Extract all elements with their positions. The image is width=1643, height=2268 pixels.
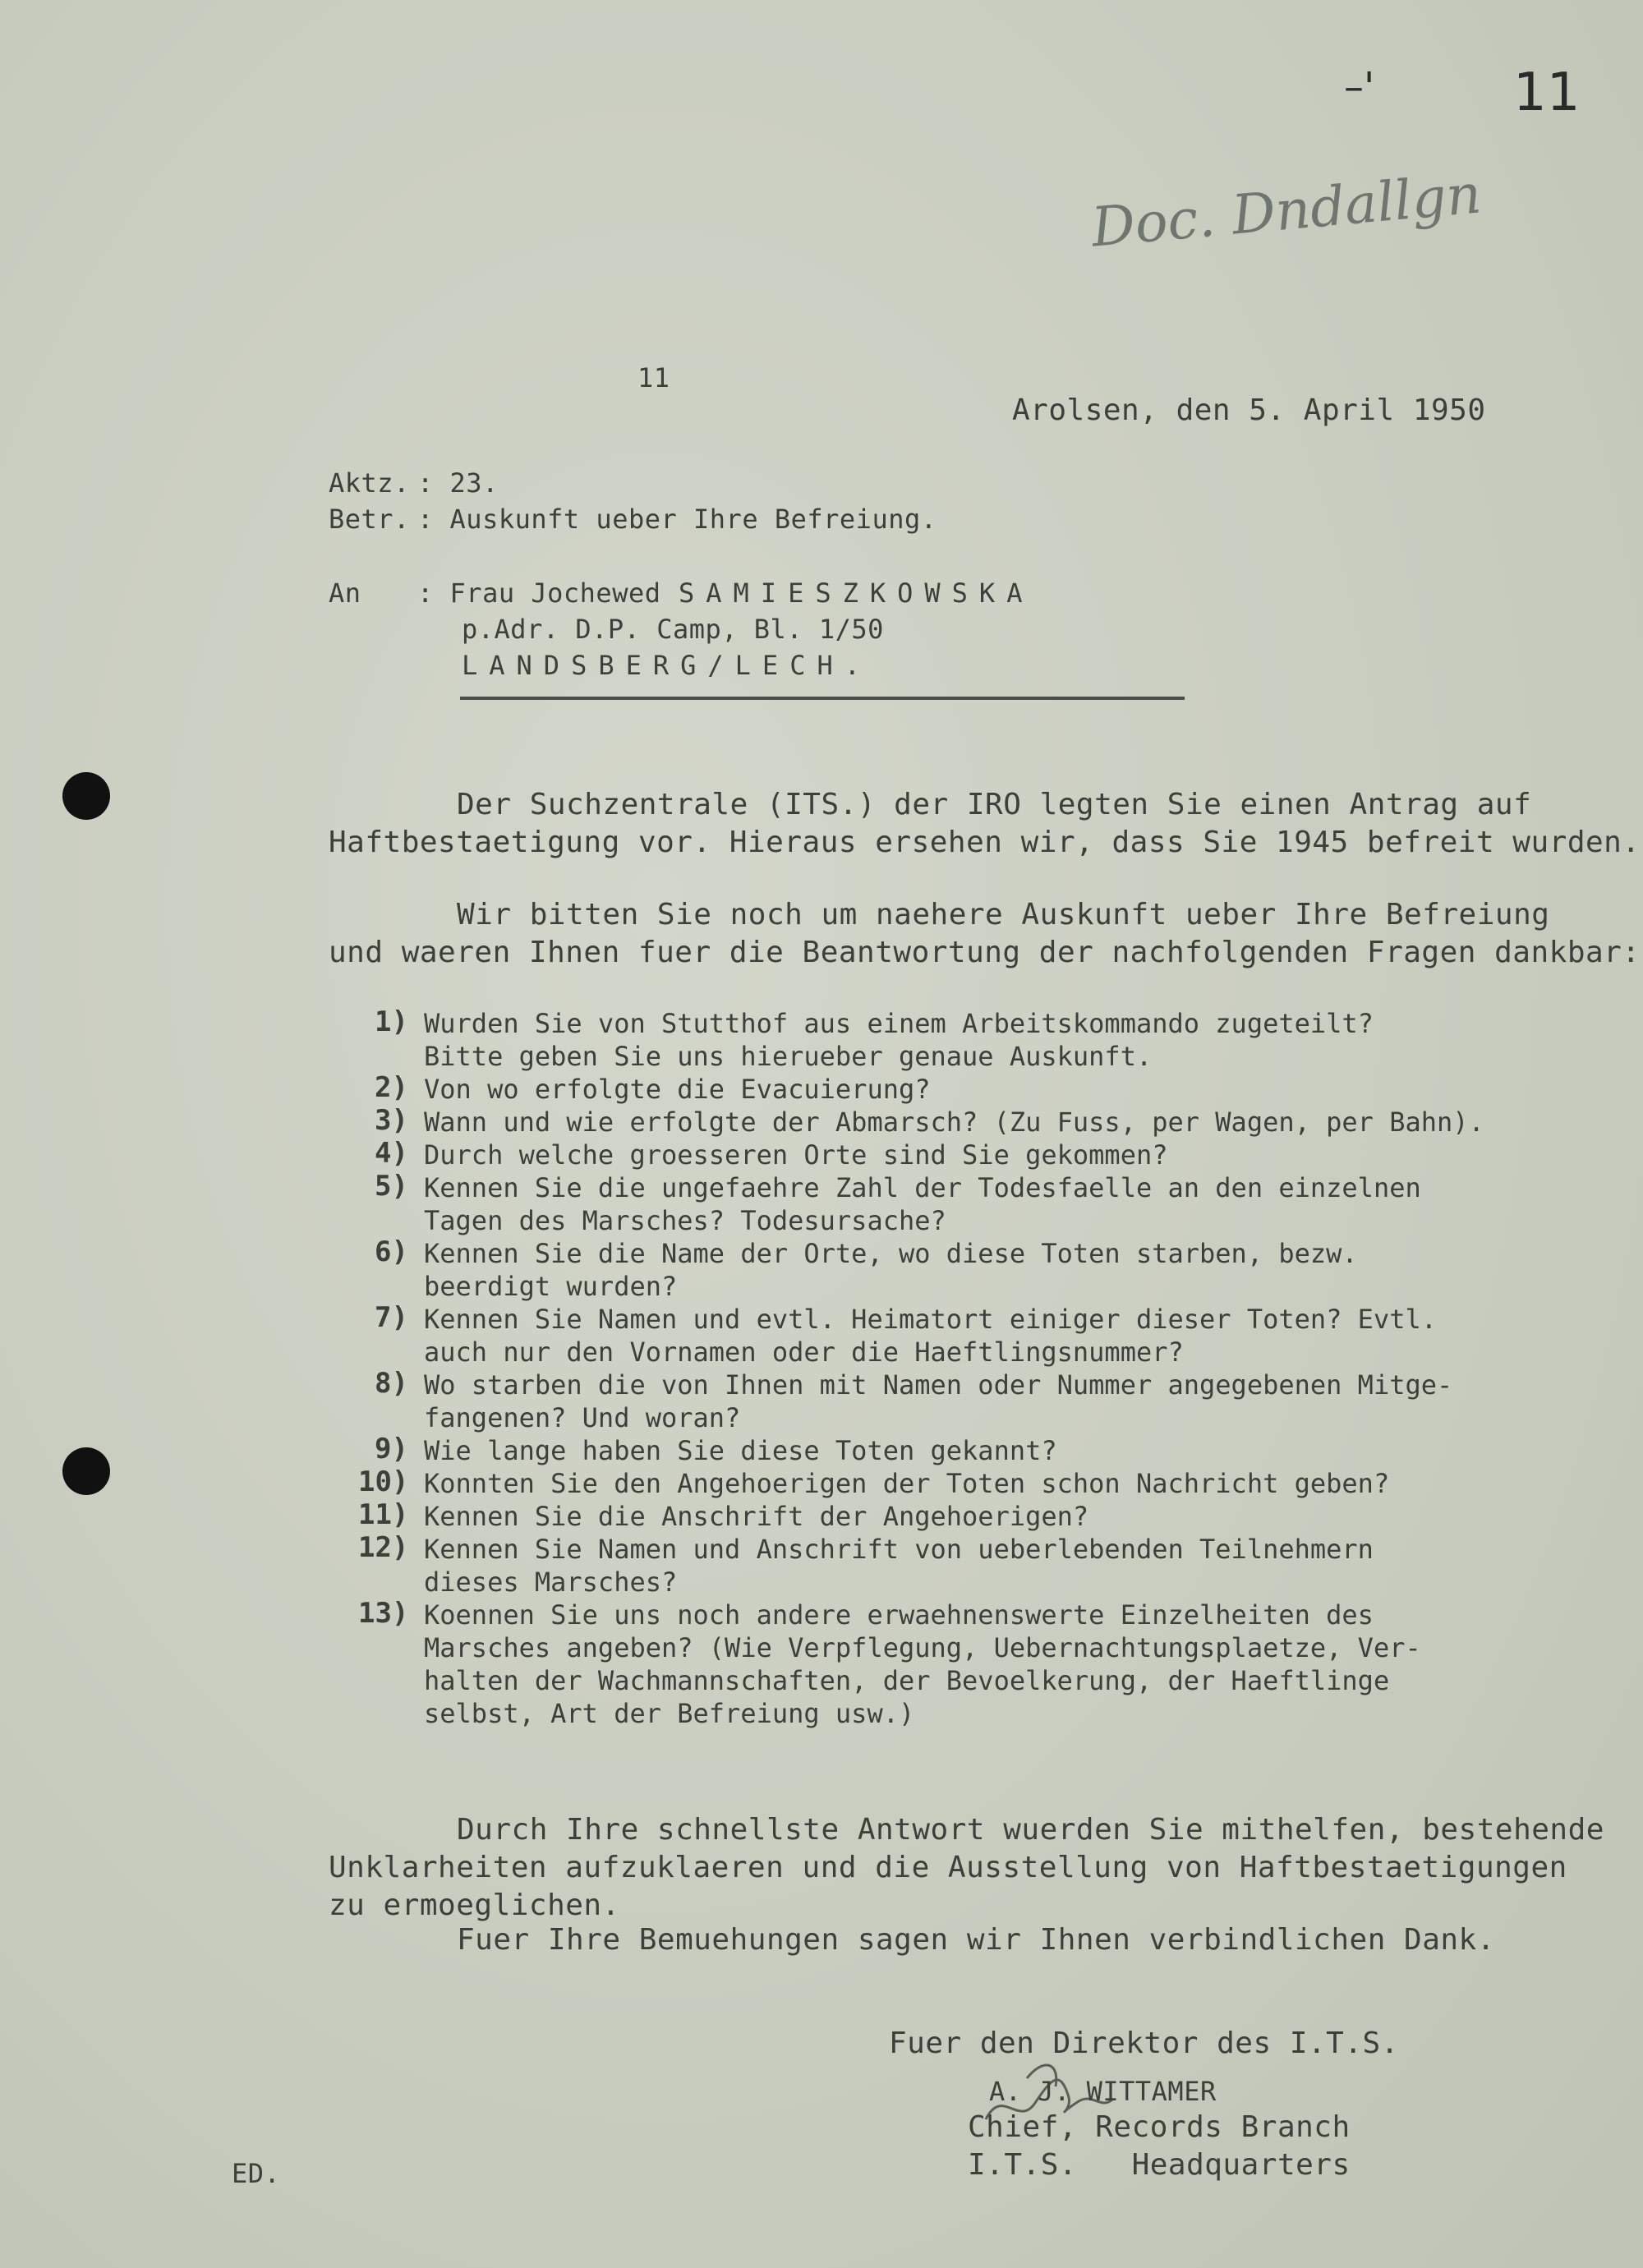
question-text-line: Koennen Sie uns noch andere erwaehnenswerte Einzelheiten des xyxy=(424,1599,1374,1631)
question-text-line: Tagen des Marsches? Todesursache? xyxy=(424,1205,946,1236)
footer-initials: ED. xyxy=(232,2158,281,2189)
question-number: 11) xyxy=(358,1498,409,1531)
closing-title: Chief, Records Branch xyxy=(968,2110,1351,2144)
question-text-line: Wie lange haben Sie diese Toten gekannt? xyxy=(424,1435,1057,1466)
question-number: 3) xyxy=(375,1104,408,1137)
question-text-line: Marsches angeben? (Wie Verpflegung, Uebernachtungsplaetze, Ver- xyxy=(424,1632,1421,1663)
address-underline xyxy=(460,697,1185,700)
para1-line2: Haftbestaetigung vor. Hieraus ersehen wir, dass Sie 1945 befreit wurden. xyxy=(329,826,1641,859)
question-number: 12) xyxy=(358,1531,409,1564)
punch-hole-top xyxy=(62,772,110,820)
question-number: 5) xyxy=(375,1170,408,1203)
question-text-line: halten der Wachmannschaften, der Bevoelkerung, der Haeftlinge xyxy=(424,1665,1390,1696)
corner-dash: –' xyxy=(1344,64,1375,110)
question-text-line: selbst, Art der Befreiung usw.) xyxy=(424,1698,915,1729)
place-date: Arolsen, den 5. April 1950 xyxy=(1012,393,1486,427)
aktz-value: : 23. xyxy=(417,467,499,499)
question-text-line: dieses Marsches? xyxy=(424,1566,678,1598)
closing-name: A. J. WITTAMER xyxy=(989,2076,1217,2107)
question-number: 8) xyxy=(375,1367,408,1400)
betr-label: Betr. xyxy=(329,504,410,535)
question-text-line: Konnten Sie den Angehoerigen der Toten schon Nachricht geben? xyxy=(424,1468,1390,1499)
addressee-surname: SAMIESZKOWSKA xyxy=(679,577,1034,609)
question-text-line: Von wo erfolgte die Evacuierung? xyxy=(424,1074,931,1105)
para2-line2: und waeren Ihnen fuer die Beantwortung der nachfolgenden Fragen dankbar: xyxy=(329,936,1641,969)
question-number: 2) xyxy=(375,1071,408,1104)
question-text-line: Wo starben die von Ihnen mit Namen oder Nummer angegebenen Mitge- xyxy=(424,1369,1453,1401)
question-number: 6) xyxy=(375,1235,408,1268)
closing-for-line: Fuer den Direktor des I.T.S. xyxy=(889,2026,1399,2060)
question-text-line: Kennen Sie Namen und Anschrift von ueberlebenden Teilnehmern xyxy=(424,1534,1374,1565)
addressee-line2: p.Adr. D.P. Camp, Bl. 1/50 xyxy=(462,614,884,645)
para3-line1: Durch Ihre schnellste Antwort wuerden Sie mithelfen, bestehende xyxy=(457,1813,1604,1847)
para3-line3: zu ermoeglichen. xyxy=(329,1888,620,1922)
para1-line1: Der Suchzentrale (ITS.) der IRO legten Sie einen Antrag auf xyxy=(457,788,1532,821)
question-text-line: auch nur den Vornamen oder die Haeftlingsnummer? xyxy=(424,1336,1184,1368)
addressee-label: An xyxy=(329,577,361,609)
question-text-line: Kennen Sie Namen und evtl. Heimatort einiger dieser Toten? Evtl. xyxy=(424,1304,1437,1335)
question-text-line: Bitte geben Sie uns hierueber genaue Auskunft. xyxy=(424,1041,1153,1072)
question-number: 9) xyxy=(375,1433,408,1465)
punch-hole-bottom xyxy=(62,1447,110,1495)
question-text-line: fangenen? Und woran? xyxy=(424,1402,741,1433)
para4: Fuer Ihre Bemuehungen sagen wir Ihnen verbindlichen Dank. xyxy=(457,1923,1495,1957)
question-number: 1) xyxy=(375,1005,408,1038)
question-text-line: Wurden Sie von Stutthof aus einem Arbeitskommando zugeteilt? xyxy=(424,1008,1374,1039)
question-text-line: Kennen Sie die Anschrift der Angehoerigen? xyxy=(424,1501,1089,1532)
question-text-line: beerdigt wurden? xyxy=(424,1271,678,1302)
handwritten-note: Doc. Dndallgn xyxy=(1088,162,1484,260)
addressee-prefix: : Frau Jochewed xyxy=(417,577,661,609)
betr-value: : Auskunft ueber Ihre Befreiung. xyxy=(417,504,937,535)
question-text-line: Durch welche groesseren Orte sind Sie gekommen? xyxy=(424,1139,1168,1171)
question-text-line: Wann und wie erfolgte der Abmarsch? (Zu Fuss, per Wagen, per Bahn). xyxy=(424,1106,1484,1138)
question-number: 13) xyxy=(358,1597,409,1630)
page-number: 11 xyxy=(1513,62,1581,123)
closing-org: I.T.S. Headquarters xyxy=(968,2148,1351,2182)
question-text-line: Kennen Sie die ungefaehre Zahl der Todesfaelle an den einzelnen xyxy=(424,1172,1421,1203)
para3-line2: Unklarheiten aufzuklaeren und die Ausstellung von Haftbestaetigungen xyxy=(329,1851,1567,1884)
doc-number: 11 xyxy=(637,362,670,393)
question-number: 7) xyxy=(375,1301,408,1334)
aktz-label: Aktz. xyxy=(329,467,410,499)
addressee-line3: LANDSBERG/LECH. xyxy=(462,650,872,681)
question-text-line: Kennen Sie die Name der Orte, wo diese Toten starben, bezw. xyxy=(424,1238,1358,1269)
question-number: 4) xyxy=(375,1137,408,1170)
question-number: 10) xyxy=(358,1465,409,1498)
para2-line1: Wir bitten Sie noch um naehere Auskunft ueber Ihre Befreiung xyxy=(457,898,1550,932)
